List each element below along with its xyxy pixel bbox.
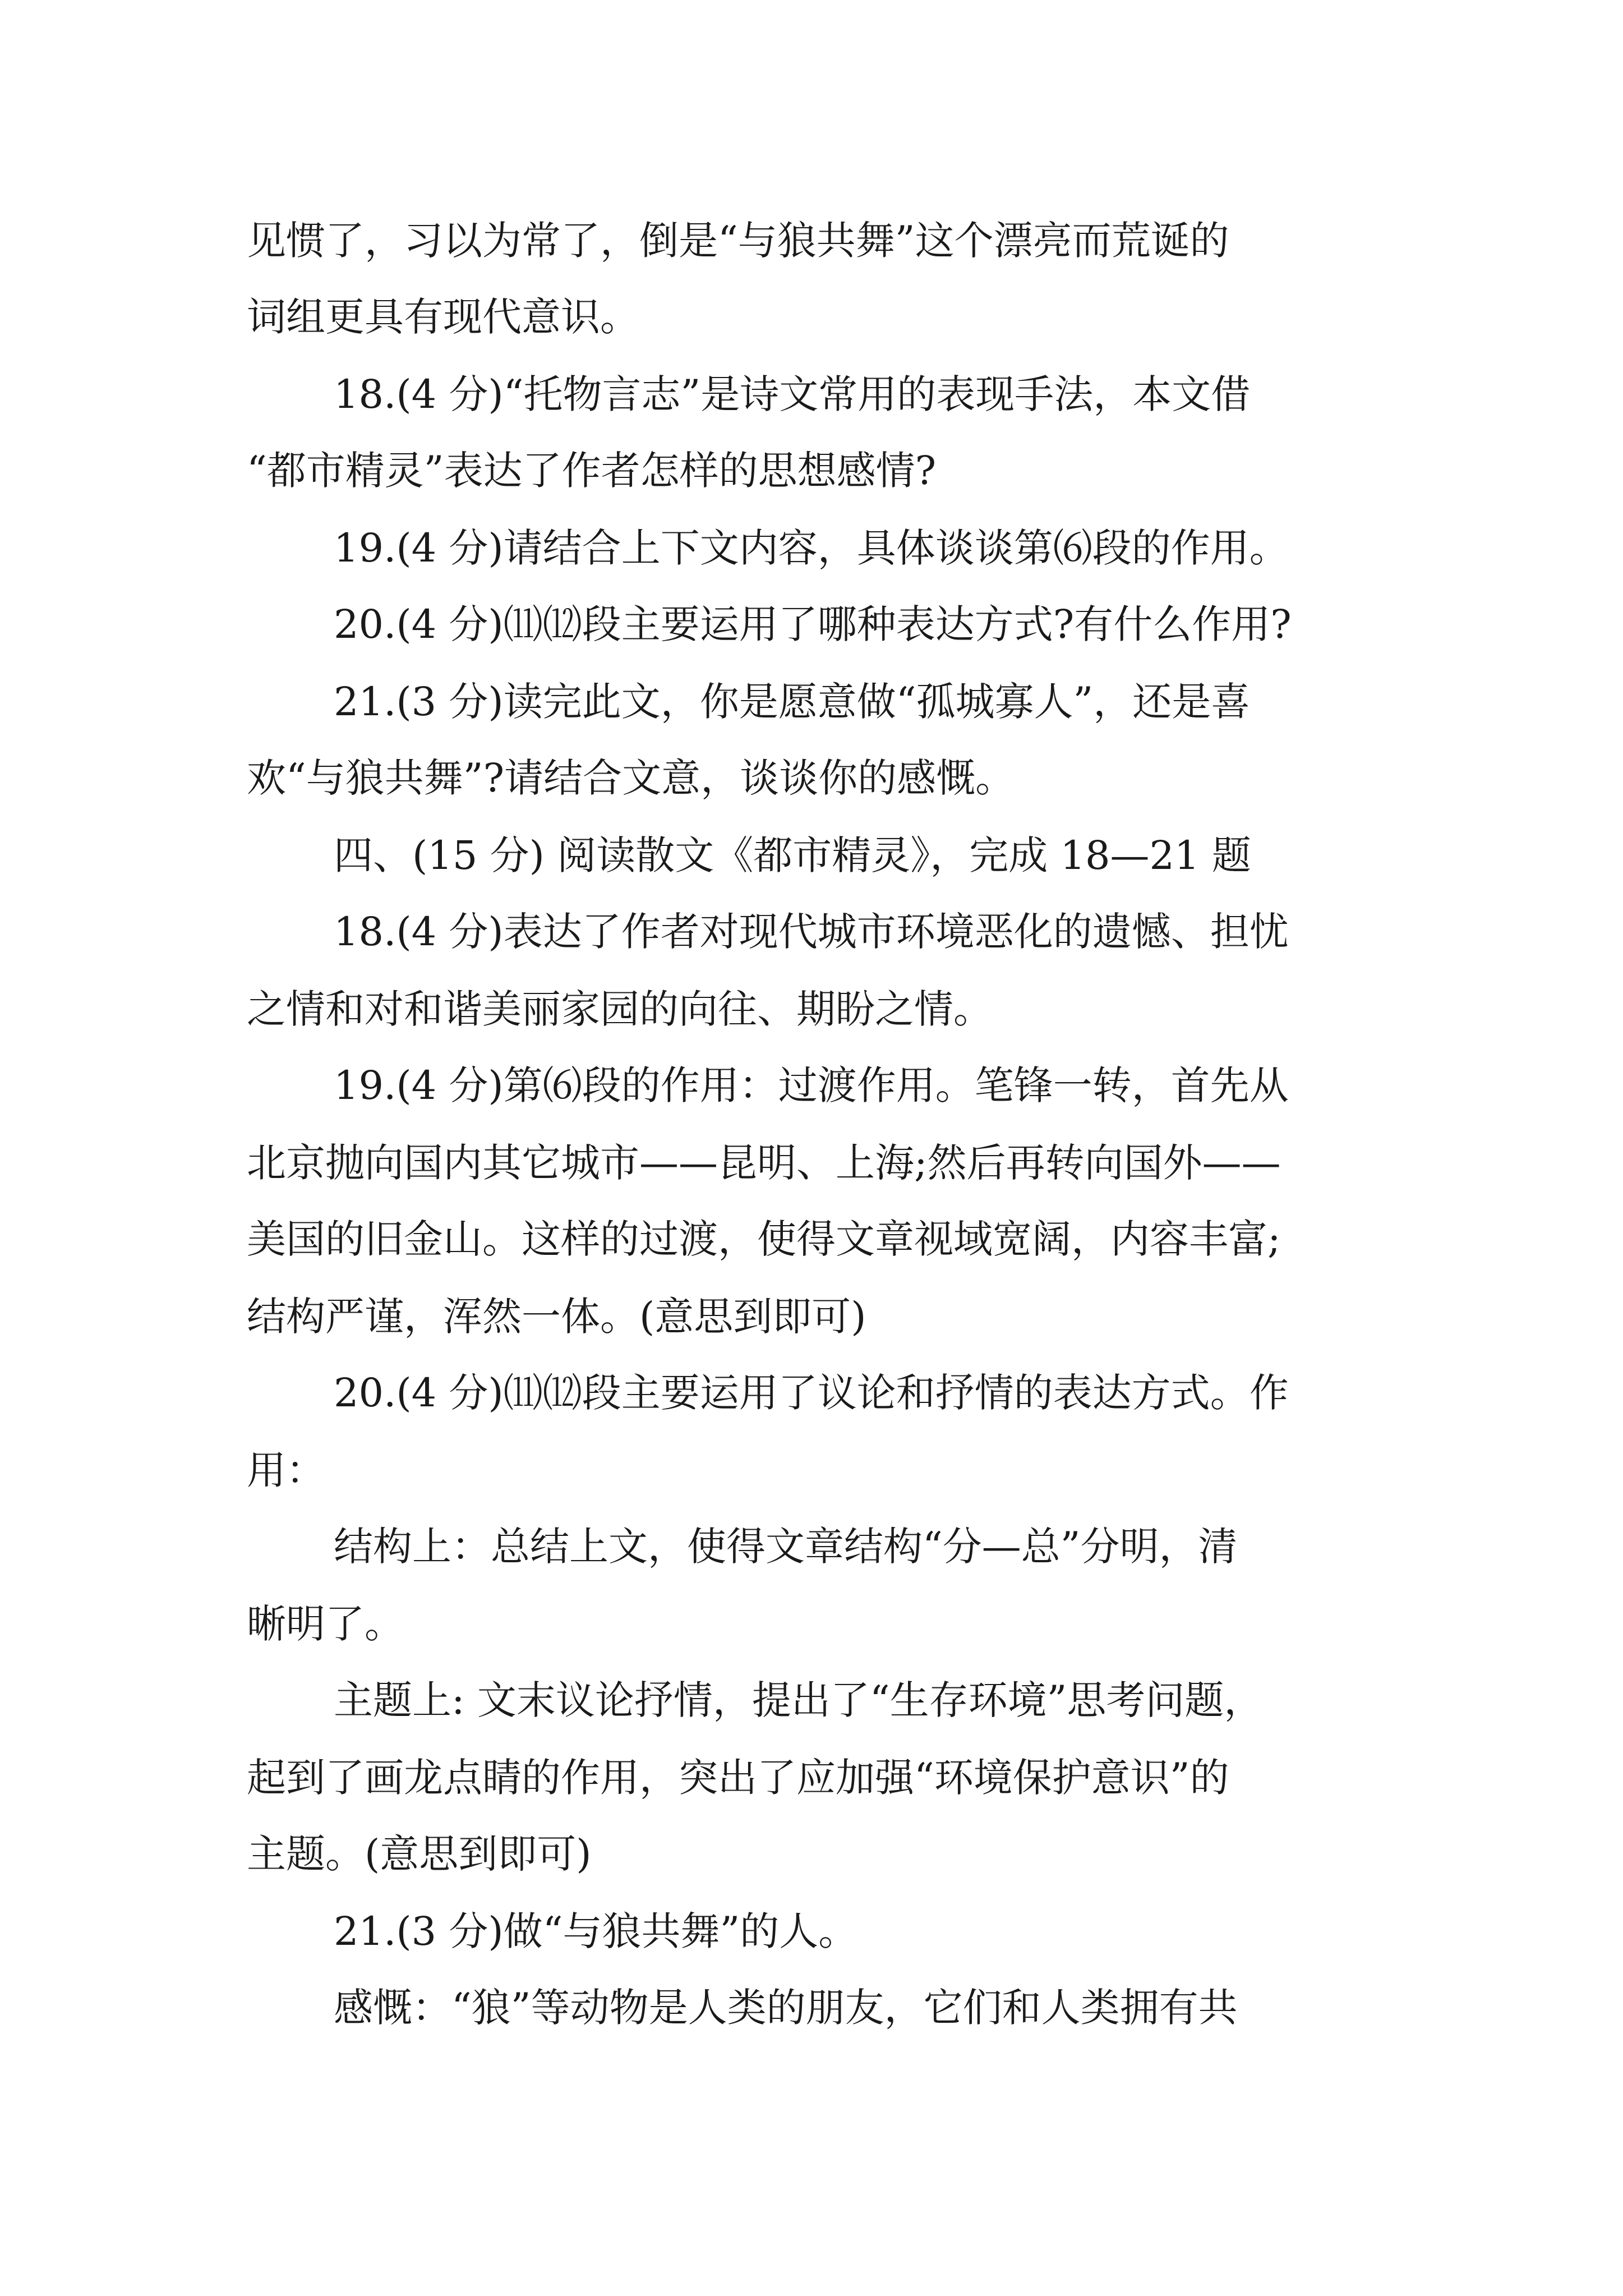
text-line: 见惯了，习以为常了，倒是“与狼共舞”这个漂亮而荒诞的 (247, 218, 1229, 264)
answer-21: 21.(3 分)做“与狼共舞”的人。 (334, 1908, 858, 1954)
text-line: 主题。(意思到即可) (247, 1831, 592, 1877)
text-line: 晰明了。 (247, 1601, 404, 1647)
answer-19: 19.(4 分)第⑹段的作用：过渡作用。笔锋一转，首先从 (334, 1062, 1289, 1108)
text-line: 词组更具有现代意识。 (247, 294, 639, 340)
text-line: 之情和对和谐美丽家园的向往、期盼之情。 (247, 986, 993, 1032)
answer-20: 20.(4 分)⑾⑿段主要运用了议论和抒情的表达方式。作 (334, 1370, 1289, 1416)
structure-paragraph: 结构上：总结上文，使得文章结构“分—总”分明，清 (334, 1524, 1238, 1570)
text-line: 北京抛向国内其它城市——昆明、上海;然后再转向国外—— (247, 1140, 1281, 1186)
text-line: 用： (247, 1447, 325, 1493)
question-19: 19.(4 分)请结合上下文内容，具体谈谈第⑹段的作用。 (334, 525, 1289, 571)
question-20: 20.(4 分)⑾⑿段主要运用了哪种表达方式?有什么作用? (334, 601, 1292, 647)
reflection-paragraph: 感慨：“狼”等动物是人类的朋友，它们和人类拥有共 (334, 1985, 1238, 2031)
text-line: 起到了画龙点睛的作用，突出了应加强“环境保护意识”的 (247, 1755, 1229, 1801)
theme-paragraph: 主题上: 文末议论抒情，提出了“生存环境”思考问题， (334, 1677, 1264, 1723)
question-18: 18.(4 分)“托物言志”是诗文常用的表现手法，本文借 (334, 371, 1251, 417)
text-line: 欢“与狼共舞”?请结合文意，谈谈你的感慨。 (247, 755, 1015, 801)
text-line: 美国的旧金山。这样的过渡，使得文章视域宽阔，内容丰富; (247, 1216, 1281, 1262)
answer-18: 18.(4 分)表达了作者对现代城市环境恶化的遗憾、担忧 (334, 909, 1289, 955)
section-heading: 四、(15 分) 阅读散文《都市精灵》，完成 18—21 题 (334, 832, 1251, 878)
question-21: 21.(3 分)读完此文，你是愿意做“孤城寡人”，还是喜 (334, 679, 1251, 725)
text-line: “都市精灵”表达了作者怎样的思想感情? (247, 448, 937, 494)
text-line: 结构严谨，浑然一体。(意思到即可) (247, 1294, 866, 1340)
